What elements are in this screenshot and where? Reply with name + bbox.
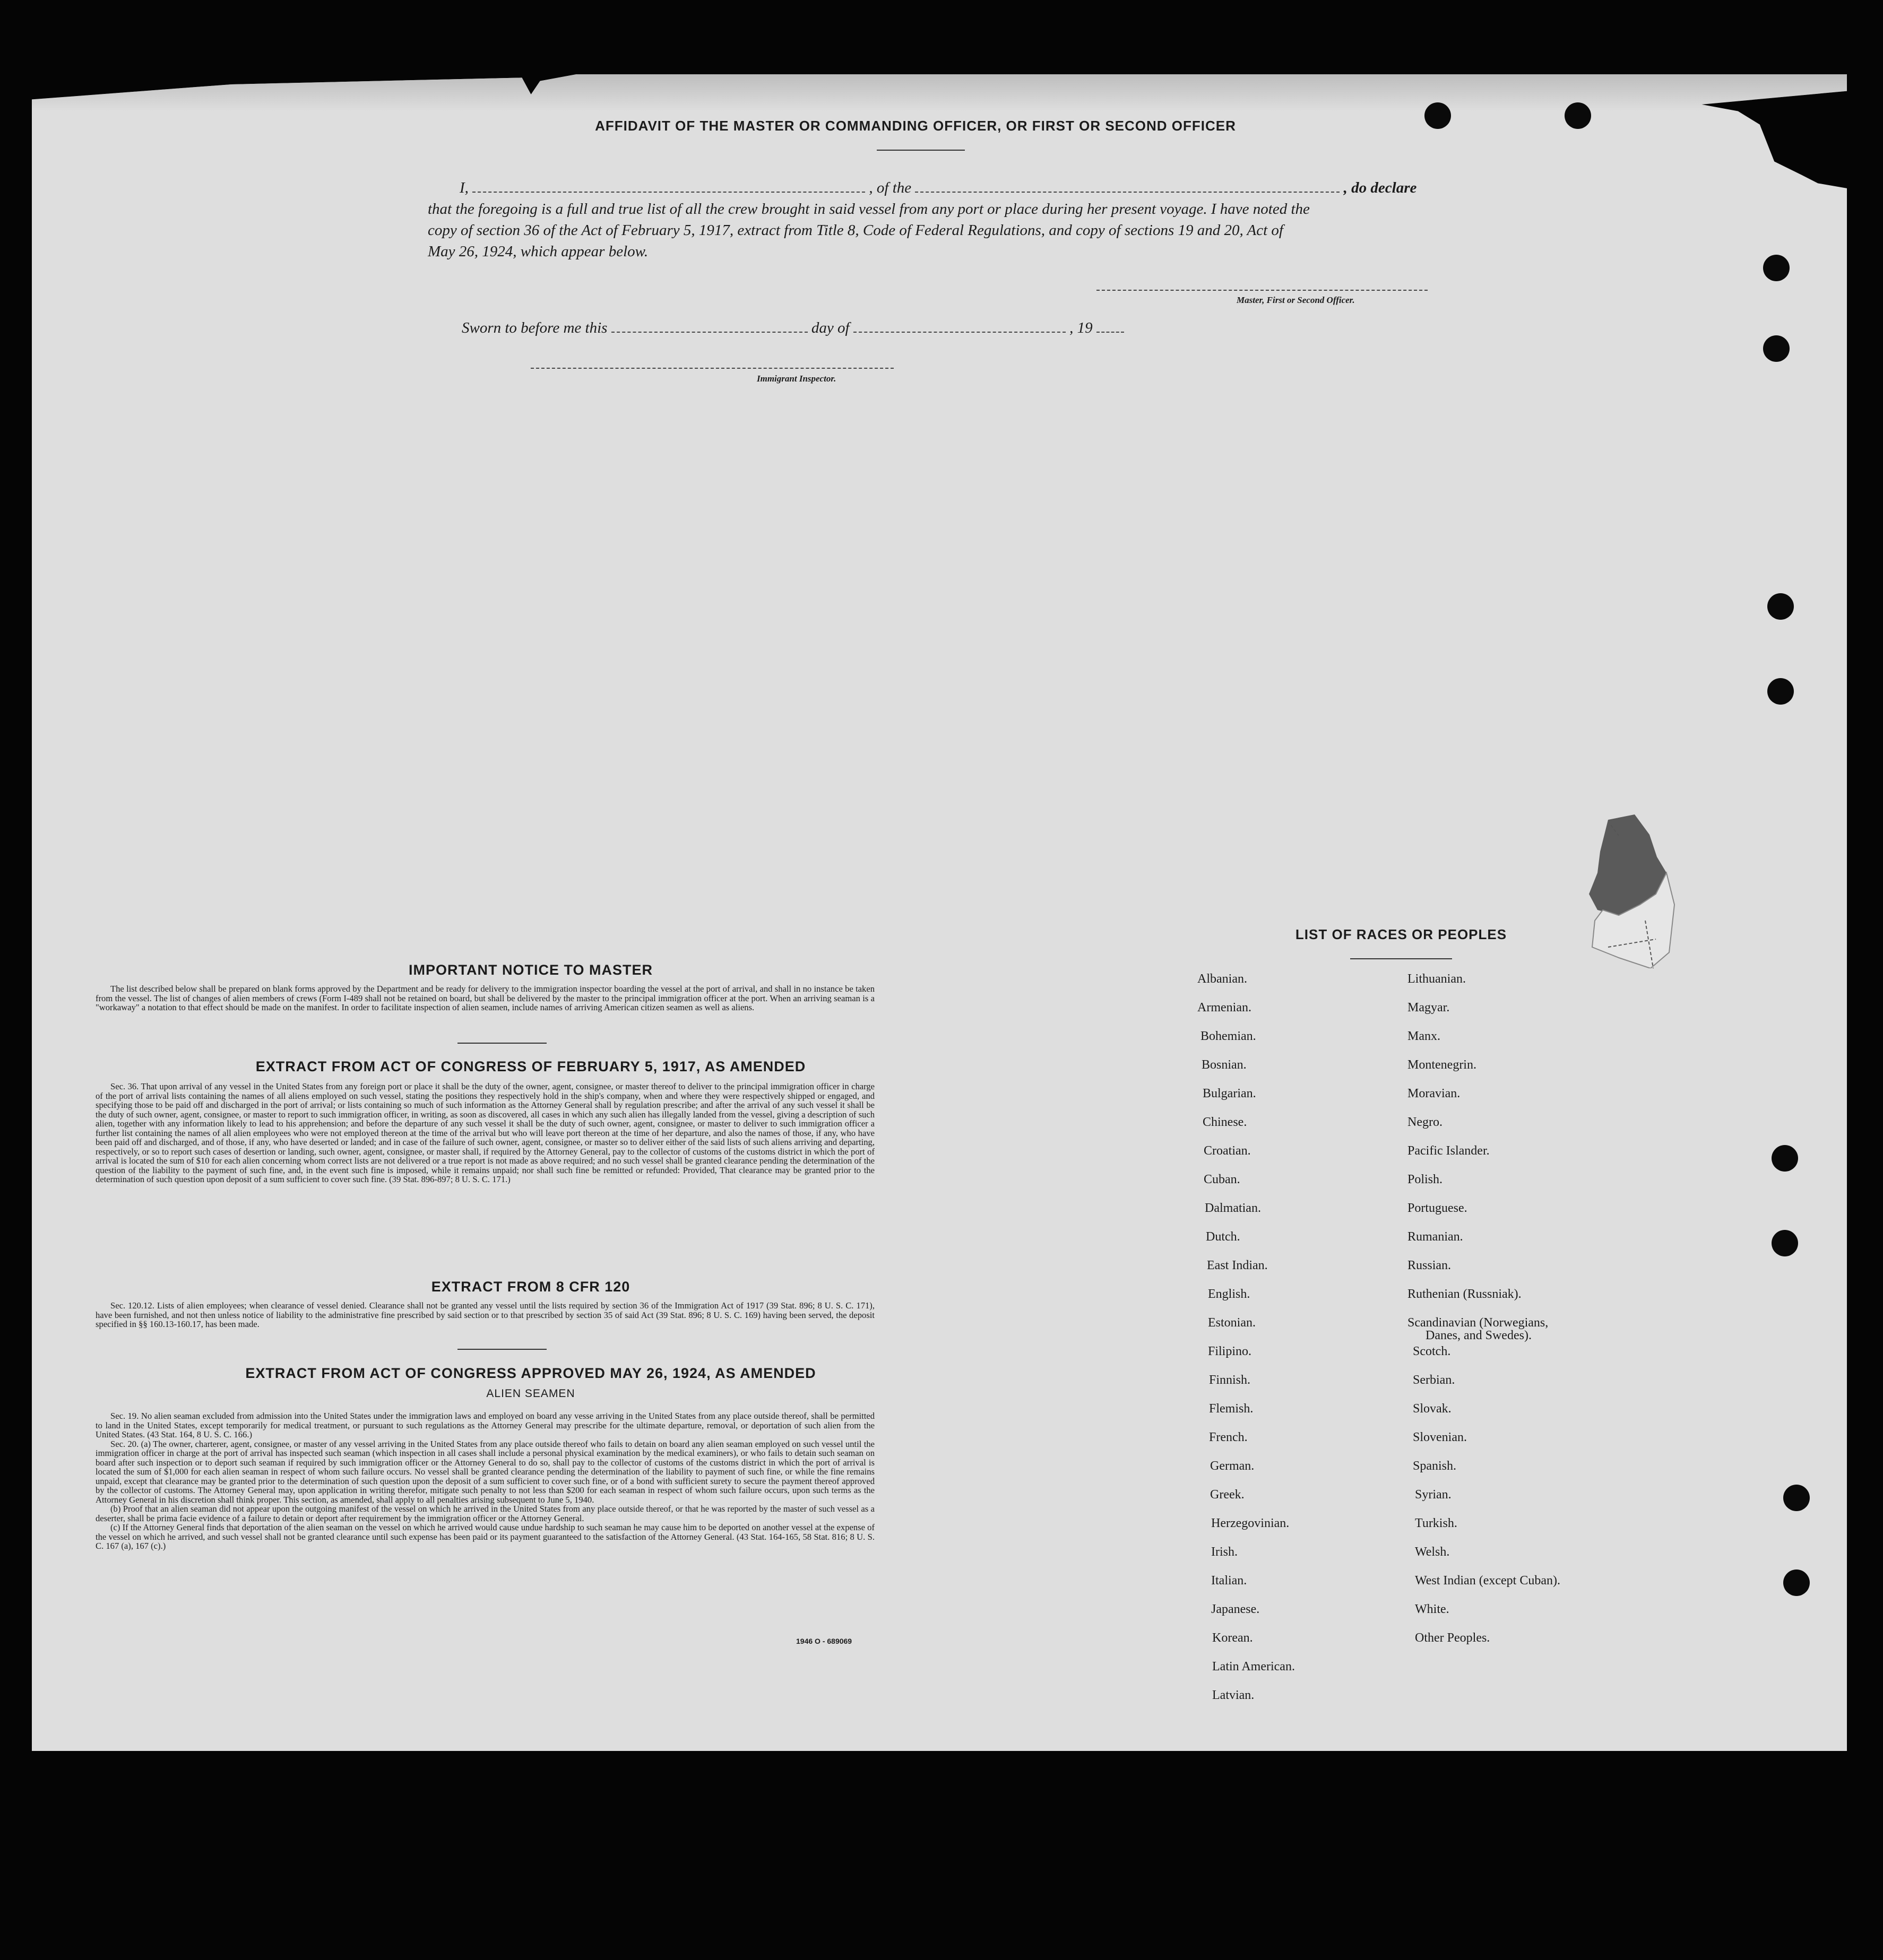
race-item: Latvian.: [1212, 1688, 1255, 1702]
notice-text: [96, 984, 875, 1012]
race-item: Danes, and Swedes).: [1426, 1329, 1532, 1342]
race-item: Magyar.: [1407, 1001, 1450, 1014]
race-item: Lithuanian.: [1407, 972, 1466, 986]
race-item: Moravian.: [1407, 1087, 1461, 1100]
race-item: Bohemian.: [1200, 1029, 1256, 1043]
race-item: Bulgarian.: [1203, 1087, 1256, 1100]
punch-hole: [1565, 102, 1591, 129]
affidavit-line-1: [460, 177, 1431, 199]
race-item: Scandinavian (Norwegians,: [1407, 1316, 1549, 1330]
year-label: , 19: [1069, 319, 1093, 336]
section-20b-paragraph: (b) Proof that an alien seaman did not appear upon the outgoing manifest of the vessel on which he arrived in the United States from any place outside thereof, or that he was reported by the master of such vessel as a deserter, shall be prima facie evidence of a failure to detain or deport after requirement by the immigration officer or the Attorney General.: [96, 1504, 875, 1523]
inspector-signature-line[interactable]: [531, 368, 894, 369]
race-item: Finnish.: [1209, 1373, 1251, 1387]
race-item: Chinese.: [1203, 1115, 1247, 1129]
race-item: Spanish.: [1413, 1459, 1457, 1473]
name-blank[interactable]: [472, 179, 865, 193]
race-item: Albanian.: [1197, 972, 1247, 986]
notice-paragraph: The list described below shall be prepared on blank forms approved by the Department and be ready for delivery to the immigration inspector boarding the vessel at the port of arrival, and shall in no instance be taken from the vessel. The list of changes of alien members of crews (Form I-489 shall not be retained on board, but shall be delivered by the master to the principal immigration officer at the port. When an arriving seaman is a "workaway" a notation to that effect should be made on the manifest. In order to facilitate inspection of alien seamen, include names of arriving American citizen seamen as well as aliens.: [96, 984, 875, 1012]
race-item: German.: [1210, 1459, 1255, 1473]
print-code: 1946 O - 689069: [796, 1637, 852, 1645]
affidavit-line-3: copy of section 36 of the Act of February 5, 1917, extract from Title 8, Code of Federal Regulations, and copy of sections 19 and 20, Act of: [428, 222, 1283, 239]
section-36-paragraph: Sec. 36. That upon arrival of any vessel in the United States from any foreign port or place it shall be the duty of the owner, agent, consignee, or master thereof to deliver to the principal immigration officer in charge of the port of arrival lists containing the names of all aliens employed on such vessel, stating the positions they respectively hold in the ship's company, when and where they were respectively shipped or engaged, and specifying those to be paid off and discharged in the port of arrival; or lists containing so much of such information as the Attorney General shall by regulation prescribe; and after the arrival of any such vessel it shall be the duty of such owner, agent, consignee, or master to report to such immigration officer, in writing, as soon as discovered, all cases in which any such alien has illegally landed from the vessel, giving a description of such alien, together with any information likely to lead to his apprehension; and before the departure of any such vessel it shall be the duty of such owner, agent, consignee, or master to deliver to such immigration officer a further list containing the names of all alien employees who were not employed thereon at the time of the arrival but who will leave port thereon at the time of her departure, and also the names of those, if any, who have been paid off and discharged, and of those, if any, who have deserted or landed; and in case of the failure of such owner, agent, consignee, or master so to deliver either of the said lists of such aliens arriving and departing, respectively, or so to report such cases of desertion or landing, such owner, agent, consignee, or master shall, if required by the Attorney General, pay to the collector of customs of the customs district in which the port of arrival is located the sum of $10 for each alien concerning whom correct lists are not delivered or a true report is not made as above required; and no such vessel shall be granted clearance pending the determination of the question of the liability to the payment of such fine, and, in the event such fine is imposed, while it remains unpaid; nor shall such fine be remitted or refunded: Provided, That clearance may be granted prior to the determination of such question upon deposit of a sum sufficient to cover such fine. (39 Stat. 896-897; 8 U. S. C. 171.): [96, 1081, 875, 1184]
day-of-label: day of: [811, 319, 850, 336]
race-item: Slovak.: [1413, 1402, 1452, 1416]
race-item: Pacific Islander.: [1407, 1144, 1490, 1158]
race-item: White.: [1415, 1602, 1449, 1616]
punch-hole: [1767, 678, 1794, 705]
of-the-label: , of the: [869, 179, 912, 196]
extract-cfr-title: EXTRACT FROM 8 CFR 120: [431, 1279, 630, 1295]
master-caption: Master, First or Second Officer.: [1237, 295, 1355, 305]
race-item: Scotch.: [1413, 1345, 1451, 1358]
race-item: Dutch.: [1206, 1230, 1240, 1244]
divider: [457, 1043, 547, 1044]
notice-title: IMPORTANT NOTICE TO MASTER: [409, 962, 653, 978]
divider: [1350, 958, 1452, 959]
affidavit-title: AFFIDAVIT OF THE MASTER OR COMMANDING OFFICER, OR FIRST OR SECOND OFFICER: [595, 118, 1236, 134]
race-item: Armenian.: [1197, 1001, 1251, 1014]
affidavit-line-2: that the foregoing is a full and true list of all the crew brought in said vessel from any port or place during her present voyage. I have noted the: [428, 201, 1310, 218]
race-item: Estonian.: [1208, 1316, 1256, 1330]
race-item: Irish.: [1211, 1545, 1238, 1559]
sworn-label: Sworn to before me this: [462, 319, 608, 336]
extract-1917-text: [96, 1082, 875, 1184]
race-item: Serbian.: [1413, 1373, 1455, 1387]
race-item: Japanese.: [1211, 1602, 1260, 1616]
section-19-paragraph: Sec. 19. No alien seaman excluded from admission into the United States under the immigration laws and employed on board any vesse arriving in the United States from any place outside thereof, shall be permitted to land in the United States, except temporarily for medical treatment, or pursuant to such regulations as the Attorney General may prescribe for the ultimate departure, removal, or deportation of such alien from the United States. (43 Stat. 164, 8 U. S. C. 166.): [96, 1411, 875, 1439]
extract-1917-title: EXTRACT FROM ACT OF CONGRESS OF FEBRUARY 5, 1917, AS AMENDED: [255, 1059, 806, 1074]
race-item: Italian.: [1211, 1574, 1247, 1588]
race-item: Portuguese.: [1407, 1201, 1467, 1215]
punch-hole: [1424, 102, 1451, 129]
race-item: Negro.: [1407, 1115, 1443, 1129]
divider: [877, 150, 965, 151]
section-120-paragraph: Sec. 120.12. Lists of alien employees; when clearance of vessel denied. Clearance shall not be granted any vessel until the lists required by section 36 of the Immigration Act of 1917 (39 Stat. 896; 8 U. S. C. 171), have been furnished, and not then unless notice of liability to the administrative fine prescribed by said section or to that prescribed by section 35 of said Act (39 Stat. 896; 8 U. S. C. 169) having been served, the deposit specified in §§ 160.13-160.17, has been made.: [96, 1300, 875, 1329]
extract-cfr-text: [96, 1301, 875, 1329]
races-title: LIST OF RACES OR PEOPLES: [1295, 926, 1507, 942]
do-declare-label: , do declare: [1343, 179, 1417, 196]
race-item: West Indian (except Cuban).: [1415, 1574, 1560, 1588]
torn-patch: [1587, 814, 1677, 968]
race-item: Bosnian.: [1202, 1058, 1247, 1072]
punch-hole: [1783, 1485, 1810, 1511]
extract-1924-title: EXTRACT FROM ACT OF CONGRESS APPROVED MAY 26, 1924, AS AMENDED: [245, 1365, 816, 1381]
race-item: Russian.: [1407, 1259, 1452, 1272]
punch-hole: [1767, 593, 1794, 620]
master-signature-line[interactable]: [1096, 290, 1428, 291]
race-item: Ruthenian (Russniak).: [1407, 1287, 1522, 1301]
race-item: Herzegovinian.: [1211, 1516, 1290, 1530]
i-label: I,: [460, 179, 469, 196]
race-item: Korean.: [1212, 1631, 1253, 1645]
race-item: Other Peoples.: [1415, 1631, 1490, 1645]
race-item: Turkish.: [1415, 1516, 1457, 1530]
race-item: Rumanian.: [1407, 1230, 1463, 1244]
race-item: Montenegrin.: [1407, 1058, 1476, 1072]
race-item: Croatian.: [1204, 1144, 1251, 1158]
race-item: Filipino.: [1208, 1345, 1252, 1358]
vessel-blank[interactable]: [915, 179, 1340, 193]
race-item: Welsh.: [1415, 1545, 1450, 1559]
day-blank[interactable]: [611, 319, 808, 333]
section-20c-paragraph: (c) If the Attorney General finds that deportation of the alien seaman on the vessel on which he arrived would cause undue hardship to such seaman he may cause him to be deported on another vessel at the expense of the vessel on which he arrived, and such vessel shall not be granted clearance until such expense has been paid or its payment guaranteed to the satisfaction of the Attorney General. (43 Stat. 164-165, 58 Stat. 816; 8 U. S. C. 167 (a), 167 (c).): [96, 1522, 875, 1551]
punch-hole: [1763, 335, 1790, 362]
race-item: Slovenian.: [1413, 1430, 1467, 1444]
race-item: English.: [1208, 1287, 1250, 1301]
alien-seamen-subtitle: ALIEN SEAMEN: [486, 1387, 575, 1400]
month-blank[interactable]: [853, 319, 1066, 333]
race-item: Syrian.: [1415, 1488, 1452, 1502]
punch-hole: [1772, 1145, 1798, 1172]
extract-1924-text: [96, 1411, 875, 1551]
affidavit-line-4: May 26, 1924, which appear below.: [428, 243, 649, 260]
race-item: Latin American.: [1212, 1660, 1295, 1673]
race-item: East Indian.: [1207, 1259, 1268, 1272]
race-item: Cuban.: [1204, 1173, 1240, 1186]
punch-hole: [1772, 1230, 1798, 1256]
inspector-caption: Immigrant Inspector.: [757, 374, 836, 384]
race-item: Flemish.: [1209, 1402, 1254, 1416]
race-item: Polish.: [1407, 1173, 1443, 1186]
punch-hole: [1763, 255, 1790, 281]
punch-hole: [1783, 1569, 1810, 1596]
race-item: Manx.: [1407, 1029, 1440, 1043]
section-20a-paragraph: Sec. 20. (a) The owner, charterer, agent, consignee, or master of any vessel arriving in the United States from any place outside thereof who fails to detain on board any alien seaman employed on such vessel until the immigration officer in charge at the port of arrival has inspected such seaman (which inspection in all cases shall include a personal physical examination by the medical examiners), or who fails to detain such seaman on board after such inspection or to deport such seaman if required by such immigration officer or the Attorney General to do so, shall pay to the collector of customs of the customs district in which the port of arrival is located the sum of $1,000 for each alien seaman in respect of whom such failure occurs. No vessel shall be granted clearance pending the determination of the liability to payment of such fine, or while the fine remains unpaid, except that clearance may be granted prior to the determination of such question upon the deposit of a sum sufficient to cover such fine, or of a bond with sufficient surety to secure the payment thereof approved by the collector of customs. The Attorney General may, upon application in writing therefor, mitigate such penalty to not less than $200 for each seaman in respect of whom such failure occurs, upon such terms as the Attorney General in his discretion shall think proper. This section, as amended, shall apply to all penalties arising subsequent to June 5, 1940.: [96, 1438, 875, 1505]
race-item: French.: [1209, 1430, 1248, 1444]
race-item: Dalmatian.: [1205, 1201, 1261, 1215]
sworn-line: [462, 317, 1124, 339]
year-blank[interactable]: [1096, 319, 1124, 333]
race-item: Greek.: [1210, 1488, 1245, 1502]
divider: [457, 1349, 547, 1350]
